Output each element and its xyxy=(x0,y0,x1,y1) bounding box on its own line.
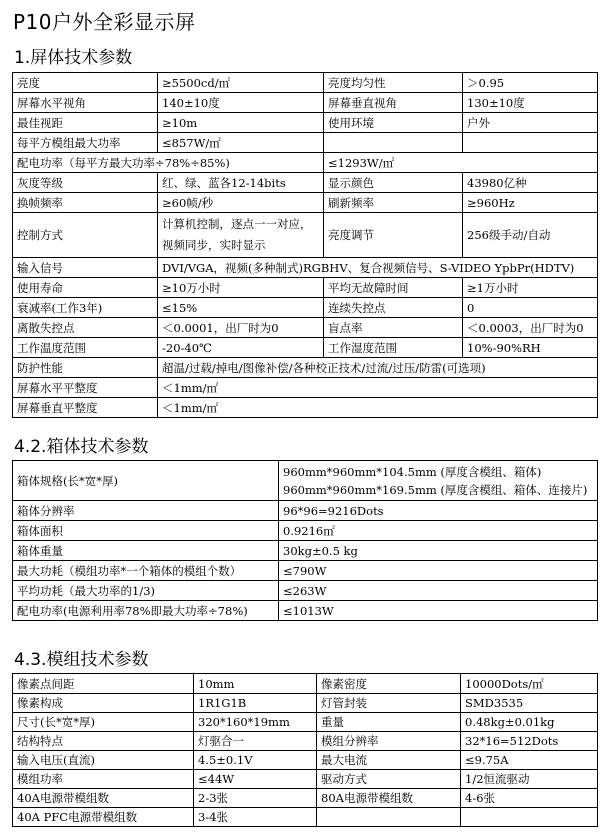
spec-value: 计算机控制，逐点一一对应，视频同步，实时显示 xyxy=(158,213,324,258)
spec-value: ≤1013W xyxy=(279,601,598,621)
spec-value: 4-6张 xyxy=(461,789,598,808)
table-row xyxy=(13,298,598,318)
spec-value: ≤1293W/㎡ xyxy=(324,153,598,173)
table-row xyxy=(13,258,598,278)
spec-value: ≥60帧/秒 xyxy=(158,193,324,213)
table-row xyxy=(13,713,598,732)
table-row xyxy=(13,153,598,173)
spec-label: 平均无故障时间 xyxy=(324,278,463,298)
spec-label: 亮度调节 xyxy=(324,213,463,258)
spec-value: 1/2恒流驱动 xyxy=(461,770,598,789)
spec-label: 屏幕垂直视角 xyxy=(324,93,463,113)
spec-label: 屏幕垂直平整度 xyxy=(13,398,158,418)
spec-value xyxy=(463,133,598,153)
spec-value: 2-3张 xyxy=(194,789,317,808)
table-row xyxy=(13,732,598,751)
spec-label: 重量 xyxy=(317,713,461,732)
spec-value: 0 xyxy=(463,298,598,318)
spec-value: ≥1万小时 xyxy=(463,278,598,298)
spec-value: 256级手动/自动 xyxy=(463,213,598,258)
spec-value: 10000Dots/㎡ xyxy=(461,674,598,694)
page-title: P10户外全彩显示屏 xyxy=(13,10,196,34)
spec-label xyxy=(317,808,461,827)
spec-label: 工作湿度范围 xyxy=(324,338,463,358)
spec-label: 平均功耗（最大功率的1/3) xyxy=(13,581,279,601)
spec-value-line: 960mm*960mm*104.5mm (厚度含模组、箱体) xyxy=(283,464,542,479)
spec-label: 模组功率 xyxy=(13,770,194,789)
table-row xyxy=(13,751,598,770)
spec-label: 箱体面积 xyxy=(13,521,279,541)
spec-value: 320*160*19mm xyxy=(194,713,317,732)
spec-value: ＜1mm/㎡ xyxy=(158,398,598,418)
spec-label: 输入电压(直流) xyxy=(13,751,194,770)
spec-value: ≥960Hz xyxy=(463,193,598,213)
screen-spec-table xyxy=(12,72,598,418)
spec-label: 最大功耗（模组功率*一个箱体的模组个数） xyxy=(13,561,279,581)
spec-value: 96*96=9216Dots xyxy=(279,501,598,521)
table-row xyxy=(13,318,598,338)
spec-label: 连续失控点 xyxy=(324,298,463,318)
spec-label: 箱体分辨率 xyxy=(13,501,279,521)
spec-label: 模组分辨率 xyxy=(317,732,461,751)
spec-value xyxy=(461,808,598,827)
table-row xyxy=(13,694,598,713)
spec-label: 屏幕水平视角 xyxy=(13,93,158,113)
spec-value: ≤15% xyxy=(158,298,324,318)
spec-value: 10%-90%RH xyxy=(463,338,598,358)
spec-value: -20-40℃ xyxy=(158,338,324,358)
spec-value: ≥10m xyxy=(158,113,324,133)
table-row xyxy=(13,808,598,827)
spec-value: 0.9216㎡ xyxy=(279,521,598,541)
table-row xyxy=(13,73,598,93)
spec-label: 像素构成 xyxy=(13,694,194,713)
spec-value xyxy=(279,461,598,501)
spec-label: 亮度均匀性 xyxy=(324,73,463,93)
table-row xyxy=(13,601,598,621)
spec-value: 户外 xyxy=(463,113,598,133)
spec-value: ＜0.0001，出厂时为0 xyxy=(158,318,324,338)
spec-label: 80A电源带模组数 xyxy=(317,789,461,808)
spec-value: 3-4张 xyxy=(194,808,317,827)
spec-label: 最佳视距 xyxy=(13,113,158,133)
spec-value: 43980亿种 xyxy=(463,173,598,193)
spec-label: 配电功率（每平方最大功率÷78%÷85%) xyxy=(13,153,324,173)
spec-value: 10mm xyxy=(194,674,317,694)
spec-value: 130±10度 xyxy=(463,93,598,113)
spec-value: 超温/过载/掉电/图像补偿/各种校正技术/过流/过压/防雷(可选项) xyxy=(158,358,598,378)
table-row xyxy=(13,541,598,561)
spec-value: DVI/VGA，视频(多种制式)RGBHV、复合视频信号、S-VIDEO YpbPr(HDTV) xyxy=(158,258,598,278)
table-row xyxy=(13,581,598,601)
table-row xyxy=(13,461,598,501)
spec-label: 配电功率(电源利用率78%即最大功率÷78%) xyxy=(13,601,279,621)
spec-label: 40A电源带模组数 xyxy=(13,789,194,808)
table-row xyxy=(13,521,598,541)
spec-label: 防护性能 xyxy=(13,358,158,378)
spec-label: 灯管封装 xyxy=(317,694,461,713)
spec-label: 箱体重量 xyxy=(13,541,279,561)
section-heading-screen: 1.屏体技术参数 xyxy=(14,48,133,68)
spec-value: ≤263W xyxy=(279,581,598,601)
spec-value: 1R1G1B xyxy=(194,694,317,713)
spec-label: 控制方式 xyxy=(13,213,158,258)
spec-label xyxy=(324,133,463,153)
spec-label: 最大电流 xyxy=(317,751,461,770)
spec-label: 尺寸(长*宽*厚) xyxy=(13,713,194,732)
spec-value: ≤9.75A xyxy=(461,751,598,770)
spec-label: 每平方模组最大功率 xyxy=(13,133,158,153)
table-row xyxy=(13,193,598,213)
table-row xyxy=(13,93,598,113)
spec-label: 使用环境 xyxy=(324,113,463,133)
spec-label: 驱动方式 xyxy=(317,770,461,789)
table-row xyxy=(13,173,598,193)
table-row xyxy=(13,501,598,521)
table-row xyxy=(13,378,598,398)
spec-value: ≤857W/㎡ xyxy=(158,133,324,153)
cabinet-spec-table xyxy=(12,460,598,621)
table-row xyxy=(13,358,598,378)
spec-value-line: 960mm*960mm*169.5mm (厚度含模组、箱体、连接片) xyxy=(283,482,588,497)
spec-value: ≥5500cd/㎡ xyxy=(158,73,324,93)
table-row xyxy=(13,770,598,789)
table-row xyxy=(13,213,598,258)
spec-label: 盲点率 xyxy=(324,318,463,338)
spec-label: 箱体规格(长*宽*厚) xyxy=(13,461,279,501)
section-heading-module: 4.3.模组技术参数 xyxy=(14,650,149,670)
spec-label: 换帧频率 xyxy=(13,193,158,213)
table-row xyxy=(13,113,598,133)
spec-value: 140±10度 xyxy=(158,93,324,113)
spec-value: SMD3535 xyxy=(461,694,598,713)
spec-label: 刷新频率 xyxy=(324,193,463,213)
spec-value: 0.48kg±0.01kg xyxy=(461,713,598,732)
spec-label: 40A PFC电源带模组数 xyxy=(13,808,194,827)
table-row xyxy=(13,789,598,808)
table-row xyxy=(13,674,598,694)
spec-label: 灰度等级 xyxy=(13,173,158,193)
spec-label: 输入信号 xyxy=(13,258,158,278)
table-row xyxy=(13,561,598,581)
spec-label: 离散失控点 xyxy=(13,318,158,338)
spec-label: 工作温度范围 xyxy=(13,338,158,358)
spec-value: 32*16=512Dots xyxy=(461,732,598,751)
table-row xyxy=(13,133,598,153)
spec-label: 亮度 xyxy=(13,73,158,93)
spec-value: ＜1mm/㎡ xyxy=(158,378,598,398)
section-heading-cabinet: 4.2.箱体技术参数 xyxy=(14,437,149,457)
spec-label: 显示颜色 xyxy=(324,173,463,193)
spec-label: 屏幕水平平整度 xyxy=(13,378,158,398)
spec-value: ≤790W xyxy=(279,561,598,581)
spec-label: 使用寿命 xyxy=(13,278,158,298)
table-row xyxy=(13,278,598,298)
spec-label: 结构特点 xyxy=(13,732,194,751)
spec-value: ＜0.0003，出厂时为0 xyxy=(463,318,598,338)
table-row xyxy=(13,338,598,358)
spec-value: ＞0.95 xyxy=(463,73,598,93)
spec-value: ≤44W xyxy=(194,770,317,789)
spec-label: 衰减率(工作3年) xyxy=(13,298,158,318)
spec-value: 灯驱合一 xyxy=(194,732,317,751)
module-spec-table xyxy=(12,673,598,827)
spec-value: 红、绿、蓝各12-14bits xyxy=(158,173,324,193)
spec-label: 像素密度 xyxy=(317,674,461,694)
spec-label: 像素点间距 xyxy=(13,674,194,694)
table-row xyxy=(13,398,598,418)
spec-value: 30kg±0.5 kg xyxy=(279,541,598,561)
spec-value: ≥10万小时 xyxy=(158,278,324,298)
spec-value: 4.5±0.1V xyxy=(194,751,317,770)
